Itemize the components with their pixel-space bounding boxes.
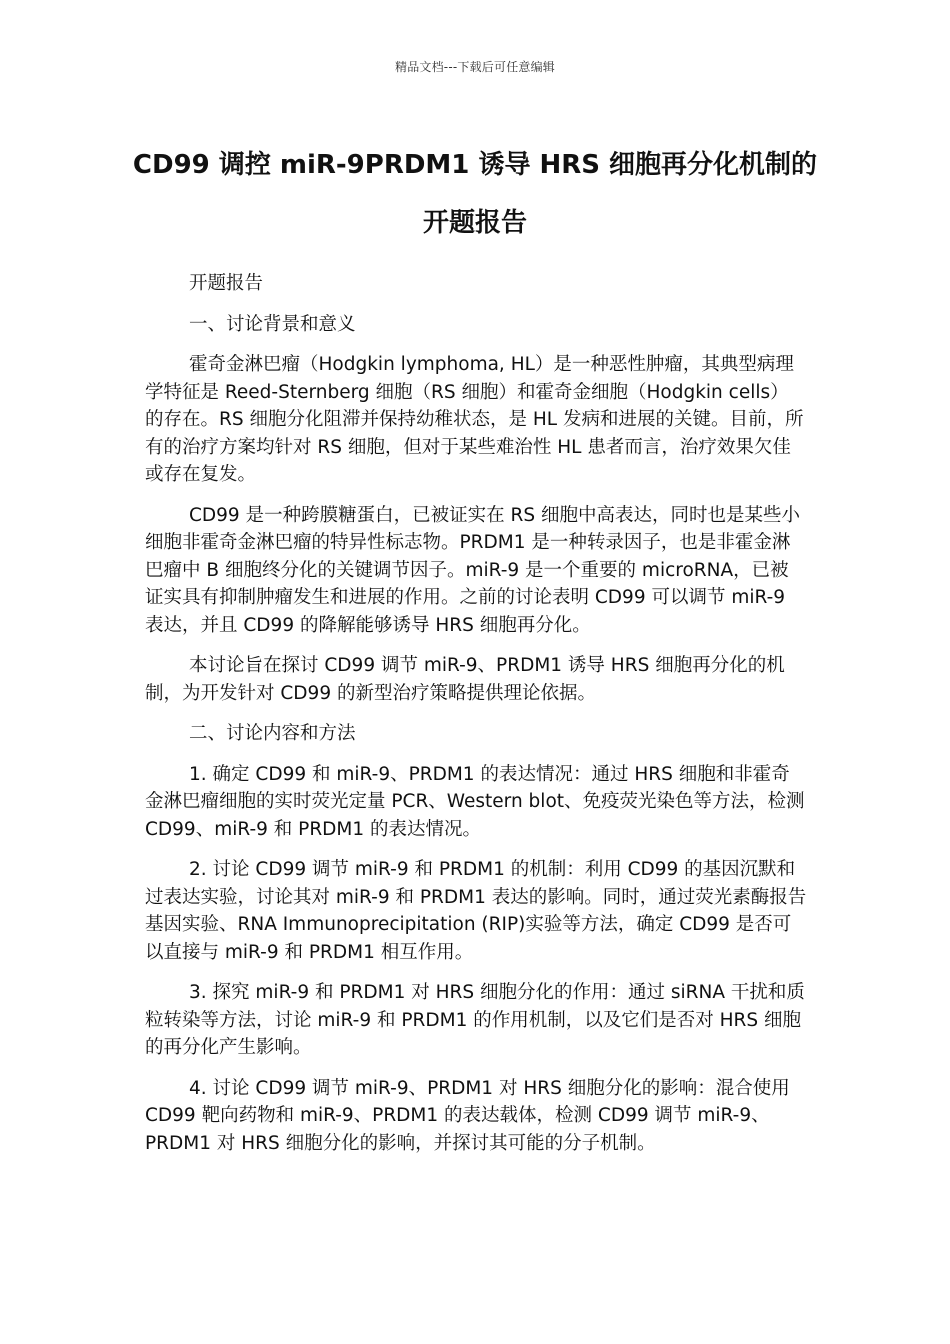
section-label-report: 开题报告 bbox=[189, 273, 264, 294]
method-item-2: 2. 讨论 CD99 调节 miR-9 和 PRDM1 的机制：利用 CD99 的基因沉默和过表达实验，讨论其对 miR-9 和 PRDM1 表达的影响。同时，通过荧光素酶报告基因实验、RNA Immunoprecipitation (RIP)实验等方法，确定 CD99 是否可以直接与 miR-9 和 PRDM1 相互作用。 bbox=[145, 859, 807, 963]
header-note: 精品文档---下载后可任意编辑 bbox=[395, 60, 555, 74]
section-heading-methods: 二、讨论内容和方法 bbox=[189, 723, 356, 744]
document-title: CD99 调控 miR-9PRDM1 诱导 HRS 细胞再分化机制的开题报告 bbox=[132, 150, 818, 238]
method-item-1: 1. 确定 CD99 和 miR-9、PRDM1 的表达情况：通过 HRS 细胞和非霍奇金淋巴瘤细胞的实时荧光定量 PCR、Western blot、免疫荧光染色等方法，检测 CD99、miR-9 和 PRDM1 的表达情况。 bbox=[145, 763, 805, 840]
paragraph-aim: 本讨论旨在探讨 CD99 调节 miR-9、PRDM1 诱导 HRS 细胞再分化的机制，为开发针对 CD99 的新型治疗策略提供理论依据。 bbox=[145, 655, 785, 704]
document-body bbox=[145, 270, 807, 1170]
method-item-4: 4. 讨论 CD99 调节 miR-9、PRDM1 对 HRS 细胞分化的影响：混合使用 CD99 靶向药物和 miR-9、PRDM1 的表达载体，检测 CD99 调节 miR-9、PRDM1 对 HRS 细胞分化的影响，并探讨其可能的分子机制。 bbox=[145, 1077, 790, 1154]
paragraph-hodgkin-intro: 霍奇金淋巴瘤（Hodgkin lymphoma, HL）是一种恶性肿瘤，其典型病理学特征是 Reed-Sternberg 细胞（RS 细胞）和霍奇金细胞（Hodgkin cells）的存在。RS 细胞分化阻滞并保持幼稚状态，是 HL 发病和进展的关键。目前，所有的治疗方案均针对 RS 细胞，但对于某些难治性 HL 患者而言，治疗效果欠佳或存在复发。 bbox=[145, 354, 804, 485]
method-item-3: 3. 探究 miR-9 和 PRDM1 对 HRS 细胞分化的作用：通过 siRNA 干扰和质粒转染等方法，讨论 miR-9 和 PRDM1 的作用机制，以及它们是否对 HRS 细胞的再分化产生影响。 bbox=[145, 982, 805, 1058]
paragraph-cd99-prdm1: CD99 是一种跨膜糖蛋白，已被证实在 RS 细胞中高表达，同时也是某些小细胞非霍奇金淋巴瘤的特异性标志物。PRDM1 是一种转录因子，也是非霍金淋巴瘤中 B 细胞终分化的关键调节因子。miR-9 是一个重要的 microRNA，已被证实具有抑制肿瘤发生和进展的作用。之前的讨论表明 CD99 可以调节 miR-9 表达，并且 CD99 的降解能够诱导 HRS 细胞再分化。 bbox=[145, 504, 800, 636]
section-heading-background: 一、讨论背景和意义 bbox=[189, 313, 356, 335]
